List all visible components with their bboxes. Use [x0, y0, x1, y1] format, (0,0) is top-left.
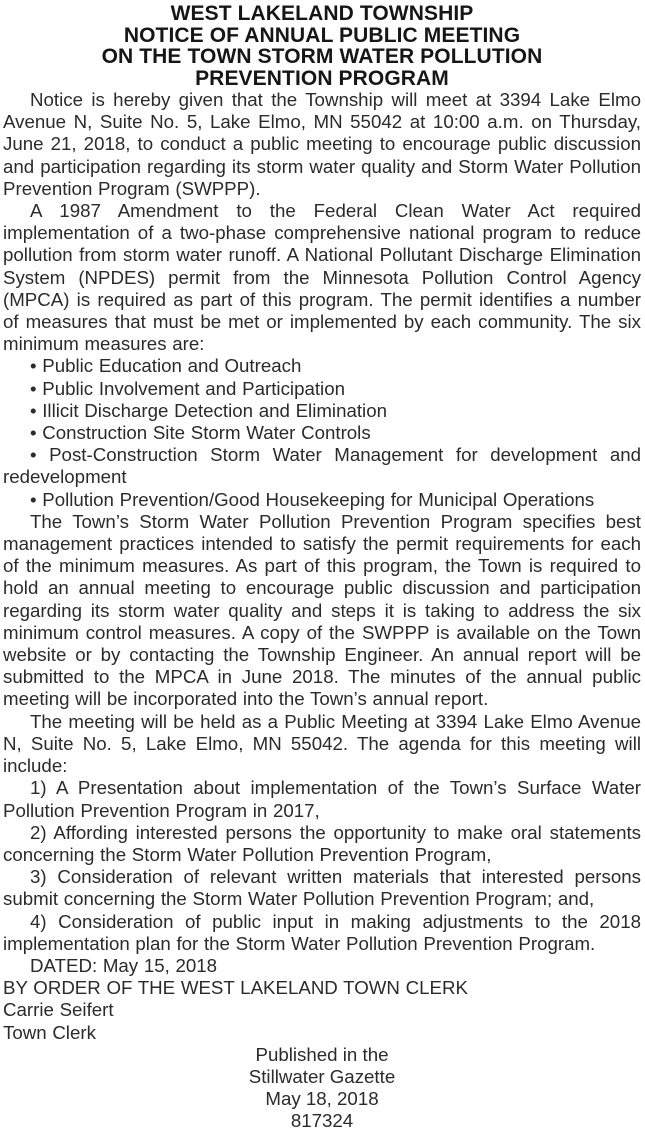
signature-title: Town Clerk [3, 1021, 96, 1043]
paragraph-meeting-announcement: Notice is hereby given that the Township will meet at 3394 Lake Elmo Avenue N, Suite No. 5, Lake Elmo, MN 55042 at 10:00 a.m. on Thursday, June 21, 2018, to conduct a public meeting to encourage public discussion and participation regarding its storm water quality and Storm Water Pollution Prevention Program (SWPPP). [3, 89, 641, 199]
notice-body [3, 89, 641, 1044]
title-line-township: WEST LAKELAND TOWNSHIP [170, 2, 474, 25]
title-line-program: PREVENTION PROGRAM [195, 66, 449, 90]
paragraph-program-background: A 1987 Amendment to the Federal Clean Water Act required implementation of a two-phase comprehensive national program to reduce pollution from storm water runoff. A National Pollutant Discharge Elimination System (NPDES) permit from the Minnesota Pollution Control Agency (MPCA) is required as part of this program. The permit identifies a number of measures that must be met or implemented by each community. The six minimum measures are: [3, 200, 641, 355]
agenda-item-1: 1) A Presentation about implementation of the Town’s Surface Water Pollution Prevention Program in 2017, [3, 777, 641, 821]
publication-line-date: May 18, 2018 [265, 1088, 379, 1110]
bullet-item-education: • Public Education and Outreach [30, 355, 302, 377]
bullet-item-involvement: • Public Involvement and Participation [30, 377, 345, 399]
agenda-item-2: 2) Affording interested persons the opportunity to make oral statements concerning the Storm Water Pollution Prevention Program, [3, 821, 641, 865]
notice-title [3, 3, 641, 89]
publication-line-number: 817324 [290, 1110, 354, 1132]
dated-line: DATED: May 15, 2018 [30, 954, 218, 976]
bullet-item-construction-site: • Construction Site Storm Water Controls [30, 422, 371, 444]
bullet-item-illicit-discharge: • Illicit Discharge Detection and Elimination [30, 399, 387, 421]
bullet-item-pollution-prevention: • Pollution Prevention/Good Housekeeping for Municipal Operations [30, 488, 595, 510]
paragraph-swppp-details: The Town’s Storm Water Pollution Prevention Program specifies best management practices intended to satisfy the permit requirements for each of the minimum measures. As part of this program, the Town is required to hold an annual meeting to encourage public discussion and participation regarding its storm water quality and steps it is taking to address the six minimum control measures. A copy of the SWPPP is available on the Town website or by contacting the Township Engineer. An annual report will be submitted to the MPCA in June 2018. The minutes of the annual public meeting will be incorporated into the Town’s annual report. [3, 510, 641, 710]
by-order-line: BY ORDER OF THE WEST LAKELAND TOWN CLERK [3, 977, 468, 999]
signature-name: Carrie Seifert [3, 999, 114, 1021]
publication-line-published: Published in the [255, 1043, 389, 1065]
title-line-notice: NOTICE OF ANNUAL PUBLIC MEETING [123, 23, 521, 47]
title-line-subject: ON THE TOWN STORM WATER POLLUTION [101, 45, 543, 68]
bullet-item-post-construction: • Post-Construction Storm Water Management for development and redevelopment [3, 444, 641, 488]
publication-line-gazette: Stillwater Gazette [248, 1065, 396, 1087]
publication-info [3, 1044, 641, 1133]
agenda-item-3: 3) Consideration of relevant written materials that interested persons submit concerning the Storm Water Pollution Prevention Program; and, [3, 866, 641, 910]
agenda-item-4: 4) Consideration of public input in making adjustments to the 2018 implementation plan for the Storm Water Pollution Prevention Program. [3, 910, 641, 954]
paragraph-agenda-intro: The meeting will be held as a Public Meeting at 3394 Lake Elmo Avenue N, Suite No. 5, Lake Elmo, MN 55042. The agenda for this meeting will include: [3, 710, 641, 777]
